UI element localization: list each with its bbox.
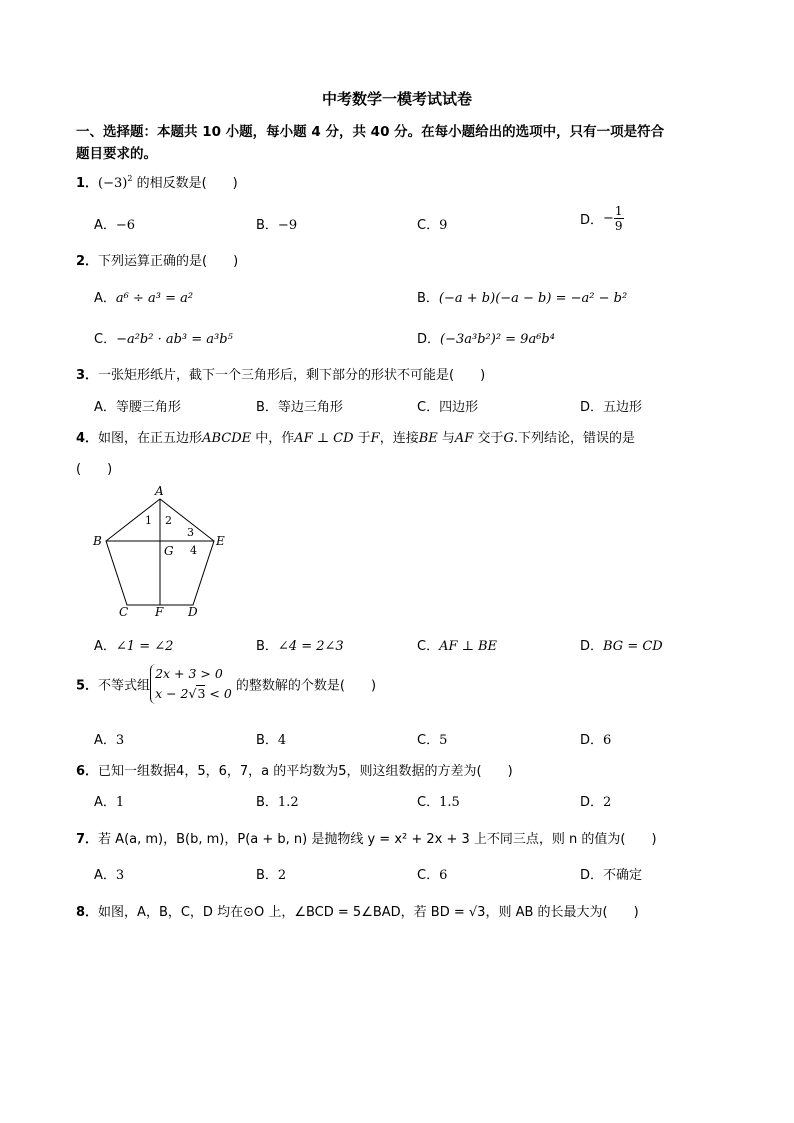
- label-e: E: [216, 534, 225, 548]
- question-4: 4．如图，在正五边形ABCDE 中，作AF ⊥ CD 于F，连接BE 与AF 交于G.下列结论，错误的是: [76, 431, 635, 446]
- q1-option-b[interactable]: B．−9: [256, 218, 298, 233]
- question-6: [76, 760, 513, 779]
- fraction: $\frac{1}{9}$: [614, 204, 623, 233]
- label-b: B: [93, 534, 102, 548]
- q3-option-a[interactable]: A．等腰三角形: [94, 400, 181, 415]
- q4-option-d[interactable]: D．BG = CD: [580, 639, 663, 654]
- q6-stem: 已知一组数据4，5，6，7，a 的平均数为5，则这组数据的方差为( ): [98, 764, 513, 779]
- question-7: [76, 828, 657, 847]
- q3-option-d[interactable]: D．五边形: [580, 400, 643, 415]
- label-g: G: [164, 544, 174, 558]
- q7-option-b[interactable]: B．2: [256, 868, 287, 883]
- q3-option-c[interactable]: C．四边形: [417, 400, 479, 415]
- angle-2-label: 2: [165, 514, 172, 527]
- q5-option-c[interactable]: C．5: [417, 733, 448, 748]
- label-f: F: [155, 605, 164, 619]
- angle-4-label: 4: [190, 544, 197, 557]
- question-number: 8．: [76, 905, 99, 920]
- question-8: [76, 901, 639, 920]
- q3-option-b[interactable]: B．等边三角形: [256, 400, 343, 415]
- q2-stem: 下列运算正确的是( ): [98, 254, 239, 269]
- q1-option-a[interactable]: A．−6: [94, 218, 136, 233]
- q6-option-d[interactable]: D．2: [580, 795, 612, 810]
- section-heading: 一、选择题：本题共 10 小题，每小题 4 分，共 40 分。在每小题给出的选项中，只有一项是符合: [76, 124, 665, 140]
- q1-expression: (−3): [98, 176, 128, 191]
- q4-option-b[interactable]: B．∠4 = 2∠3: [256, 639, 344, 654]
- label-a: A: [155, 484, 164, 498]
- question-number: 3．: [76, 368, 99, 383]
- q2-option-b[interactable]: B．(−a + b)(−a − b) = −a² − b²: [417, 291, 628, 306]
- q1-option-c[interactable]: C．9: [417, 218, 448, 233]
- q3-stem: 一张矩形纸片，截下一个三角形后，剩下部分的形状不可能是( ): [98, 368, 486, 383]
- q6-option-c[interactable]: C．1.5: [417, 795, 460, 810]
- q7-option-d[interactable]: D．不确定: [580, 868, 643, 883]
- question-1: [76, 172, 238, 191]
- label-c: C: [119, 605, 129, 619]
- q7-option-a[interactable]: A．3: [94, 868, 125, 883]
- q2-option-d[interactable]: D．(−3a³b²)² = 9a⁶b⁴: [417, 332, 555, 347]
- q7-option-c[interactable]: C．6: [417, 868, 448, 883]
- q6-option-b[interactable]: B．1.2: [256, 795, 299, 810]
- q8-stem: 如图，A，B，C，D 均在⊙O 上，∠BCD = 5∠BAD，若 BD = √3，则 AB 的长最大为( ): [98, 905, 639, 920]
- label-d: D: [188, 605, 198, 619]
- q2-option-c[interactable]: C．−a²b² · ab³ = a³b⁵: [94, 332, 233, 347]
- question-number: 1．: [76, 176, 99, 191]
- q5-option-d[interactable]: D．6: [580, 733, 612, 748]
- question-number: 4．: [76, 431, 99, 446]
- q1-option-d[interactable]: D．− $\frac{1}{9}$: [580, 204, 623, 233]
- question-5: 5．不等式组 2x + 3 > 0 x − 2√3 < 0 的整数解的个数是( ): [76, 664, 376, 704]
- question-3: [76, 364, 485, 383]
- pentagon-figure: [90, 482, 240, 622]
- question-number: 7．: [76, 832, 99, 847]
- question-number: 5．: [76, 678, 99, 694]
- section-heading-cont: 题目要求的。: [76, 146, 157, 162]
- q4-option-a[interactable]: A．∠1 = ∠2: [94, 639, 174, 654]
- q7-stem: 若 A(a, m)，B(b, m)，P(a + b, n) 是抛物线 y = x² + 2x + 3 上不同三点，则 n 的值为( ): [98, 832, 657, 847]
- q1-exponent: 2: [127, 174, 133, 183]
- inequality-system: 2x + 3 > 0 x − 2√3 < 0: [150, 664, 232, 704]
- angle-3-label: 3: [187, 526, 194, 539]
- page-title: 中考数学一模考试试卷: [321, 90, 472, 108]
- q2-option-a[interactable]: A．a⁶ ÷ a³ = a²: [94, 291, 194, 306]
- question-2: [76, 250, 238, 269]
- q1-stem: 的相反数是( ): [132, 176, 238, 191]
- q6-option-a[interactable]: A．1: [94, 795, 125, 810]
- question-4-cont: ( ): [76, 462, 113, 477]
- q5-option-b[interactable]: B．4: [256, 733, 287, 748]
- question-number: 6．: [76, 764, 99, 779]
- q4-option-c[interactable]: C．AF ⊥ BE: [417, 639, 498, 654]
- angle-1-label: 1: [145, 514, 152, 527]
- q5-option-a[interactable]: A．3: [94, 733, 125, 748]
- question-number: 2．: [76, 254, 99, 269]
